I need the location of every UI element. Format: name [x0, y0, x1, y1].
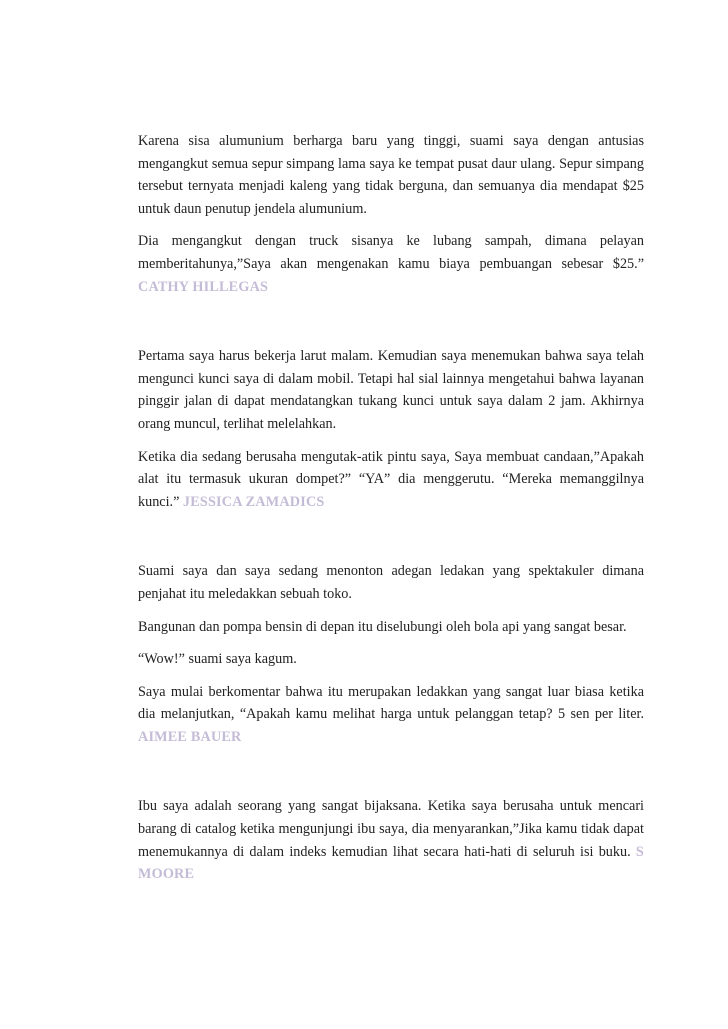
story-paragraph: [138, 446, 644, 514]
story-paragraph: Pertama saya harus bekerja larut malam. Kemudian saya menemukan bahwa saya telah mengunci kunci saya di dalam mobil. Tetapi hal sial lainnya mengetahui bahwa layanan pinggir jalan di dapat mendatangkan tukang kunci untuk saya dalam 2 jam. Akhirnya orang muncul, terlihat melelahkan.: [138, 348, 644, 432]
story-paragraph-text: Ibu saya adalah seorang yang sangat bijaksana. Ketika saya berusaha untuk mencari barang di catalog ketika mengunjungi ibu saya, dia menyarankan,”Jika kamu tidak dapat menemukannya di dalam indeks kemudian lihat secara hati-hati di seluruh isi buku.: [138, 798, 644, 860]
story-paragraph-text: Ketika dia sedang berusaha mengutak-atik pintu saya, Saya membuat candaan,”Apakah alat itu termasuk ukuran dompet?” “YA” dia menggerutu. “Mereka memanggilnya kunci.”: [138, 448, 644, 510]
story-paragraph: [138, 230, 644, 298]
document-page: [138, 130, 644, 933]
story-paragraph-text: Dia mengangkut dengan truck sisanya ke lubang sampah, dimana pelayan memberitahunya,”Saya akan mengenakan kamu biaya pembuangan sebesar $25.”: [138, 233, 644, 272]
story-paragraph: “Wow!” suami saya kagum.: [138, 651, 297, 668]
story-paragraph-text: Saya mulai berkomentar bahwa itu merupakan ledakkan yang sangat luar biasa ketika dia melanjutkan, “Apakah kamu melihat harga untuk pelanggan tetap? 5 sen per liter.: [138, 683, 644, 723]
story-4: [138, 795, 644, 885]
story-author: S MOORE: [138, 843, 645, 883]
story-paragraph: [138, 795, 644, 885]
story-author: JESSICA ZAMADICS: [182, 493, 325, 510]
story-3: [138, 560, 644, 748]
story-1: [138, 130, 644, 298]
story-author: CATHY HILLEGAS: [138, 278, 269, 295]
story-paragraph: Suami saya dan saya sedang menonton adegan ledakan yang spektakuler dimana penjahat itu meledakkan sebuah toko.: [138, 563, 644, 602]
story-author: AIMEE BAUER: [138, 728, 242, 745]
story-paragraph: [138, 681, 644, 749]
story-paragraph: Bangunan dan pompa bensin di depan itu diselubungi oleh bola api yang sangat besar.: [138, 618, 627, 635]
story-paragraph: Karena sisa alumunium berharga baru yang tinggi, suami saya dengan antusias mengangkut semua sepur simpang lama saya ke tempat pusat daur ulang. Sepur simpang tersebut ternyata menjadi kaleng yang tidak berguna, dan semuanya dia mendapat $25 untuk daun penutup jendela alumunium.: [138, 133, 644, 217]
story-2: [138, 345, 644, 513]
